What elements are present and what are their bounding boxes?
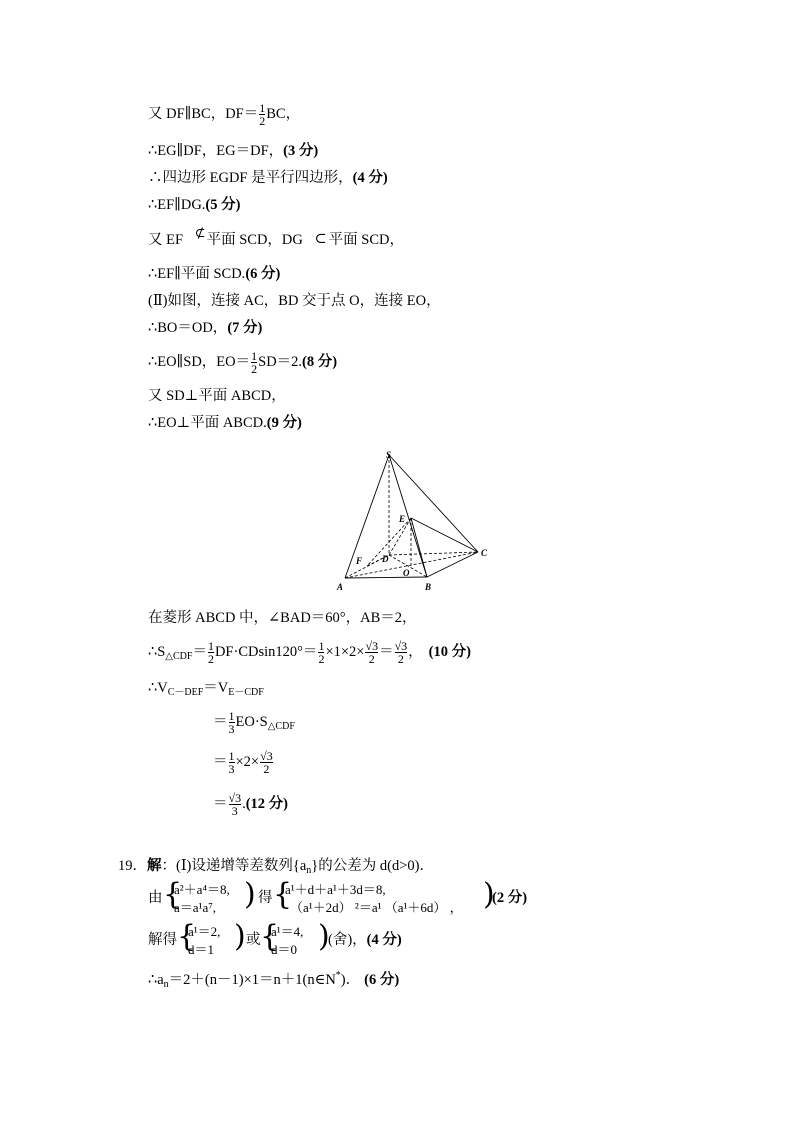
- text: )．: [340, 972, 361, 988]
- score: (4 分): [366, 932, 402, 948]
- fraction: [260, 750, 273, 775]
- label-b: B: [425, 582, 432, 592]
- pyramid-figure: [335, 445, 495, 595]
- system-row: d＝1: [188, 942, 215, 957]
- score: (3 分): [283, 143, 319, 159]
- system-row: a＝a¹a⁷,: [174, 900, 216, 915]
- numerator: 1: [318, 639, 325, 653]
- text: ＝: [213, 713, 228, 730]
- numerator: √3: [228, 791, 242, 805]
- score: (7 分): [227, 320, 263, 336]
- superscript: *: [335, 970, 341, 981]
- line-eo-perp-plane: [148, 413, 302, 433]
- line-df-parallel-bc: [148, 102, 300, 127]
- subscript: △CDF: [165, 650, 193, 662]
- text: ×1×2×: [325, 643, 365, 660]
- solution-label: 解: [147, 858, 162, 874]
- text: 又 EF: [148, 232, 184, 248]
- score: (6 分): [364, 972, 400, 988]
- line-sd-perp-plane: [148, 386, 286, 406]
- score: (6 分): [245, 266, 281, 282]
- denominator: 2: [395, 652, 408, 665]
- denominator: 2: [259, 114, 266, 128]
- line-volume-step2: [213, 750, 274, 775]
- line-eg-df: [148, 141, 318, 161]
- text: ∴V: [148, 680, 168, 696]
- denominator: 2: [260, 762, 273, 775]
- line-part2-intro: [148, 291, 441, 311]
- text: ，: [408, 643, 423, 660]
- line-volume: [148, 678, 264, 703]
- text: ∴EO⊥平面 ABCD.: [148, 415, 267, 431]
- text-jiede: 解得: [148, 932, 177, 948]
- edge-eb: [411, 518, 427, 577]
- brace-left: {: [273, 877, 293, 912]
- line-ef-parallel-dg: [148, 195, 240, 215]
- text: ∴S: [148, 643, 166, 660]
- text: 又 DF∥BC，DF＝: [148, 105, 259, 122]
- line-eo-parallel-sd: [148, 350, 337, 375]
- text: ＝V: [203, 680, 229, 696]
- text: ∴EF∥DG.: [148, 197, 206, 213]
- denominator: 3: [229, 804, 242, 817]
- system-row: （a¹＋2d） ²＝a¹ （a¹＋6d） ，: [290, 900, 463, 915]
- system-row: a¹＋d＋a¹＋3d＝8,: [285, 882, 386, 897]
- subscript: C－DEF: [167, 687, 204, 698]
- question-number: 19．: [118, 858, 147, 874]
- system-row: a¹＝4,: [271, 924, 304, 939]
- line-bo-od: [148, 318, 262, 338]
- not-subset-symbol: ⊄: [194, 225, 206, 240]
- system-row: d＝0: [271, 942, 298, 957]
- text: ∴a: [148, 972, 164, 988]
- denominator: 3: [228, 762, 235, 776]
- edge-ec: [411, 518, 478, 552]
- text: 平面 SCD，DG: [206, 232, 303, 248]
- diagonal-ac: [345, 552, 478, 578]
- text-de: 得: [258, 890, 273, 906]
- text: ＝: [213, 753, 228, 770]
- line-volume-result: [213, 792, 288, 817]
- line-rhombus: [148, 608, 417, 628]
- text: ＝: [379, 643, 394, 660]
- line-an-formula: [148, 966, 399, 995]
- brace-right: ): [244, 877, 256, 912]
- score: (8 分): [302, 353, 338, 370]
- denominator: 2: [207, 652, 214, 666]
- denominator: 2: [365, 652, 378, 665]
- numerator: 1: [251, 349, 258, 363]
- score: (9 分): [266, 415, 302, 431]
- denominator: 2: [251, 362, 258, 376]
- subscript: △CDF: [267, 720, 295, 732]
- text-huo: 或: [246, 932, 261, 948]
- label-s: S: [386, 450, 392, 460]
- text: ∴EO∥SD，EO＝: [148, 353, 251, 370]
- text: }的公差为 d(d>0)．: [311, 858, 434, 874]
- line-parallelogram: [148, 168, 388, 188]
- text: ：(Ⅰ)设递增等差数列{a: [161, 858, 307, 874]
- line-area-cdf: [148, 640, 471, 667]
- subscript: E－CDF: [228, 687, 264, 698]
- system-row: a²＋a⁴＝8,: [174, 882, 230, 897]
- text: ∴四边形 EGDF 是平行四边形，: [148, 170, 353, 186]
- fraction: [318, 640, 324, 665]
- text: 平面 SCD，: [328, 232, 404, 248]
- fraction: [229, 792, 242, 817]
- text: (舍)，: [328, 932, 367, 948]
- text: EO·S: [235, 713, 268, 730]
- text: .: [242, 795, 246, 812]
- numerator: √3: [365, 639, 379, 653]
- fraction: [229, 710, 235, 735]
- brace-right: ): [318, 919, 330, 954]
- label-f: F: [356, 556, 363, 566]
- label-o: O: [403, 568, 410, 578]
- numerator: √3: [394, 639, 408, 653]
- line-ef-parallel-plane: [148, 264, 280, 284]
- label-d: D: [382, 554, 389, 564]
- line-ef-not-in-plane: [148, 225, 404, 250]
- brace-left: {: [177, 919, 197, 954]
- text: ＝: [192, 643, 207, 660]
- fraction: [395, 640, 408, 665]
- brace-right: ): [483, 877, 495, 912]
- line-volume-step1: [213, 710, 295, 737]
- subscript: n: [306, 865, 312, 876]
- text: 又 SD⊥平面 ABCD，: [148, 388, 286, 404]
- fraction: [251, 350, 257, 375]
- text: ∴EG∥DF，EG＝DF，: [148, 143, 284, 159]
- fraction: [259, 102, 265, 127]
- numerator: 1: [259, 101, 266, 115]
- edge-bc: [427, 552, 478, 577]
- score: (2 分): [492, 890, 528, 906]
- text: 在菱形 ABCD 中，∠BAD＝60°，AB＝2，: [148, 610, 417, 626]
- text: ＝: [213, 795, 228, 812]
- text: BC，: [266, 105, 301, 122]
- text-you: 由: [148, 890, 163, 906]
- text: DF·CDsin120°＝: [214, 643, 318, 660]
- fraction: [229, 750, 235, 775]
- subscript: n: [163, 979, 169, 990]
- numerator: 1: [228, 709, 235, 723]
- label-a: A: [337, 582, 344, 592]
- text: ∴BO＝OD，: [148, 320, 228, 336]
- denominator: 2: [318, 652, 325, 666]
- brace-left: {: [260, 919, 280, 954]
- text: ＝2＋(n－1)×1＝n＋1(n∈N: [168, 972, 336, 988]
- edge-sc: [389, 455, 478, 552]
- brace-right: ): [234, 919, 246, 954]
- label-c: C: [481, 548, 488, 558]
- brace-left: {: [163, 877, 183, 912]
- numerator: 1: [228, 749, 235, 763]
- fraction: [208, 640, 214, 665]
- label-e: E: [399, 514, 406, 524]
- score: (10 分): [428, 643, 471, 660]
- text: (Ⅱ)如图，连接 AC，BD 交于点 O，连接 EO，: [148, 293, 441, 309]
- text: ∴EF∥平面 SCD.: [148, 266, 246, 282]
- text: SD＝2.: [258, 353, 303, 370]
- line-she: [328, 930, 402, 950]
- edge-ab: [345, 577, 427, 578]
- numerator: 1: [207, 639, 214, 653]
- score: (5 分): [205, 197, 241, 213]
- subset-symbol: ⊂: [314, 231, 327, 247]
- system-row: a¹＝2,: [188, 924, 221, 939]
- score: (4 分): [352, 170, 388, 186]
- fraction: [365, 640, 378, 665]
- numerator: √3: [260, 749, 273, 763]
- denominator: 3: [228, 722, 235, 736]
- text: ×2×: [235, 753, 260, 770]
- score: (12 分): [245, 795, 289, 812]
